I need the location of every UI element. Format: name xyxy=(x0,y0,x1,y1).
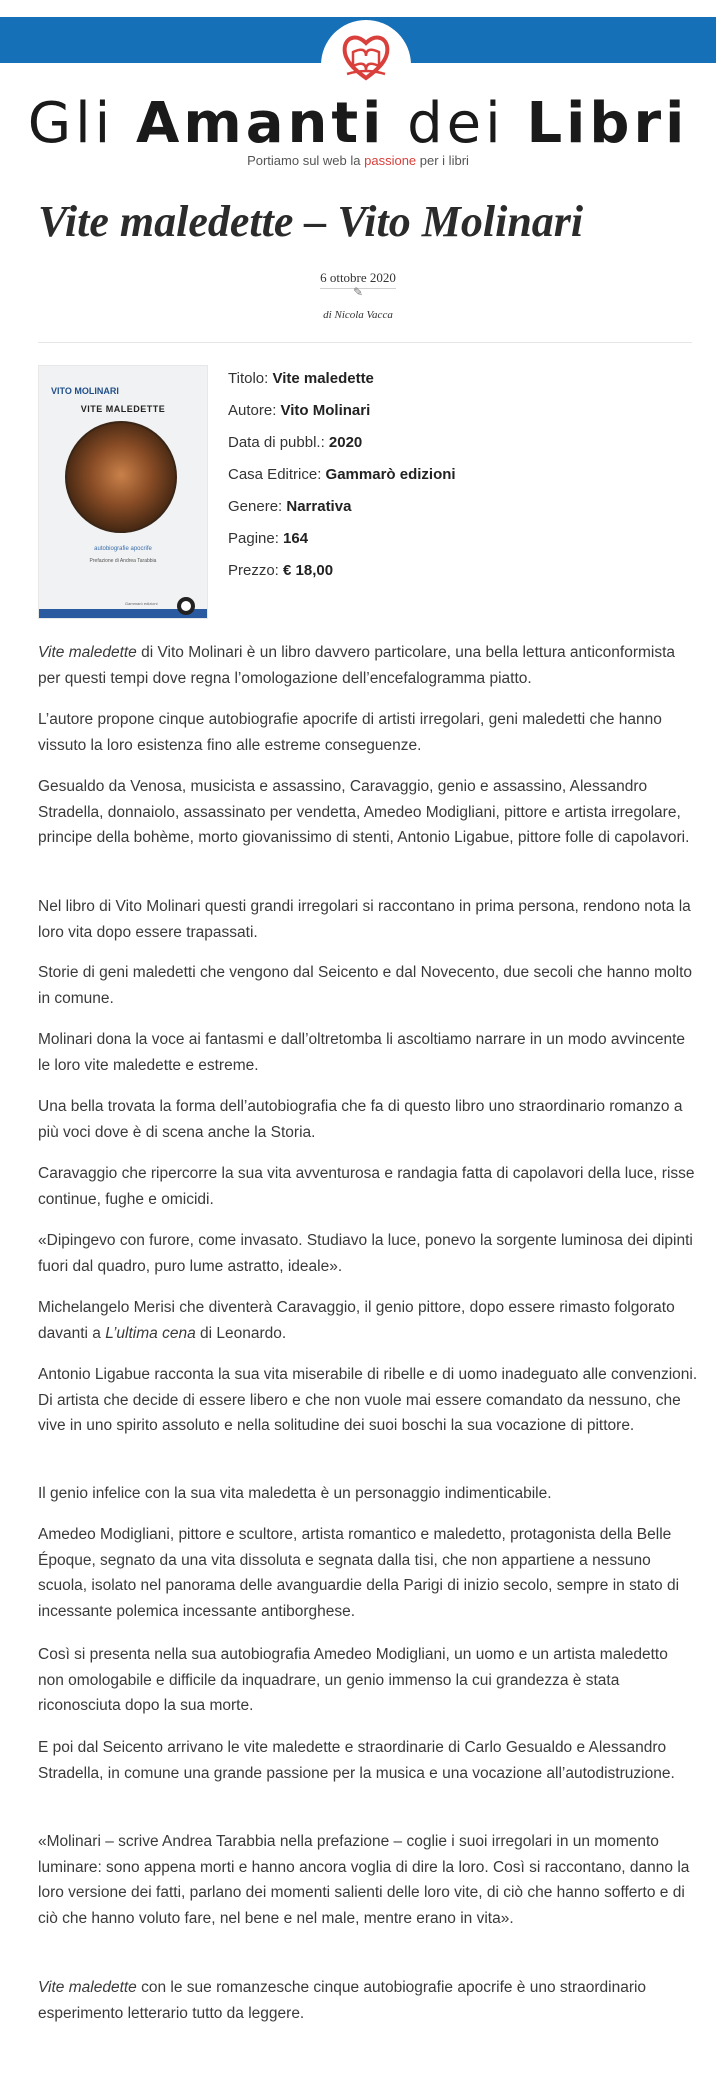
body-paragraph-14: Così si presenta nella sua autobiografia Amedeo Modigliani, un uomo e un artista maledetto non omologabile e difficile da inquadrare, un genio immenso la cui grandezza è stata riconosciuta dopo la sua morte. xyxy=(38,1646,668,1714)
paragraph-text: di Vito Molinari è un libro davvero particolare, una bella lettura anticonformista per questi tempi dove regna l’omologazione dell’encefalogramma piatto. xyxy=(38,644,676,687)
body-paragraph-4: Nel libro di Vito Molinari questi grandi irregolari si raccontano in prima persona, rendono nota la loro vita dopo essere trapassati. xyxy=(38,898,691,941)
cover-title: VITE MALEDETTE xyxy=(80,404,166,414)
detail-value: Vito Molinari xyxy=(280,402,371,419)
detail-value: 2020 xyxy=(328,434,363,451)
body-paragraph-17 xyxy=(38,1975,698,2026)
body-paragraph-5: Storie di geni maledetti che vengono dal Seicento e dal Novecento, due secoli che hanno molto in comune. xyxy=(38,964,693,1007)
body-paragraph-8: Caravaggio che ripercorre la sua vita avventurosa e randagia fatta di capolavori della luce, risse continue, fughe e omicidi. xyxy=(38,1165,695,1208)
site-tagline xyxy=(0,153,716,168)
body-paragraph-12: Il genio infelice con la sua vita maledetta è un personaggio indimenticabile. xyxy=(38,1485,552,1502)
publisher-logo-icon xyxy=(177,597,195,615)
detail-label: Genere: xyxy=(228,498,287,515)
detail-label: Casa Editrice: xyxy=(228,466,326,483)
detail-label: Titolo: xyxy=(228,370,273,387)
book-details xyxy=(228,368,456,592)
detail-publisher xyxy=(228,464,456,496)
cover-preface: Prefazione di Andrea Tarabbia xyxy=(89,558,157,564)
body-paragraph-10 xyxy=(38,1295,698,1346)
book-title-italic: Vite maledette xyxy=(38,1979,137,1996)
site-title[interactable] xyxy=(0,92,716,156)
site-title-part1: Gli xyxy=(27,91,137,156)
paragraph-text: con le sue romanzesche cinque autobiografie apocrife è uno straordinario esperimento letterario tutto da leggere. xyxy=(38,1979,647,2022)
detail-title xyxy=(228,368,456,400)
paragraph-text: di Leonardo. xyxy=(195,1324,287,1342)
cover-subtitle: autobiografie apocrife xyxy=(94,546,152,552)
body-paragraph-13: Amedeo Modigliani, pittore e scultore, artista romantico e maledetto, protagonista della Belle Époque, segnato da una vita dissoluta e segnata dalla tisi, che non appartiene a nessuno scuola, isolato nel panorama delle avanguardie della Parigi di inizio secolo, sempre in stato di incessante polemica incessante antiborghese. xyxy=(38,1526,680,1620)
detail-date xyxy=(228,432,456,464)
detail-genre xyxy=(228,496,456,528)
medusa-painting-icon xyxy=(65,421,177,533)
cover-publisher: Gammarò edizioni xyxy=(125,601,158,606)
cover-author: VITO MOLINARI xyxy=(51,386,119,396)
book-cover-image xyxy=(38,365,208,619)
post-date[interactable]: 6 ottobre 2020 xyxy=(320,270,396,285)
body-paragraph-1 xyxy=(38,640,698,691)
tagline-before: Portiamo sul web la xyxy=(247,153,365,168)
body-paragraph-16: «Molinari – scrive Andrea Tarabbia nella prefazione – coglie i suoi irregolari in un momento luminare: sono appena morti e hanno ancora voglia di dire la loro. Così si raccontano, danno la loro versione dei fatti, parlano dei momenti salienti delle loro vite, di ciò che hanno sofferto e di ciò che hanno voluto fare, nel bene e nel male, mentre erano in vita». xyxy=(38,1833,690,1927)
post-author[interactable]: di Nicola Vacca xyxy=(323,309,393,321)
body-paragraph-7: Una bella trovata la forma dell’autobiografia che fa di questo libro uno straordinario romanzo a più voci dove è di scena anche la Storia. xyxy=(38,1098,683,1141)
detail-pages xyxy=(228,528,456,560)
body-paragraph-11: Antonio Ligabue racconta la sua vita miserabile di ribelle e di uomo inadeguato alle convenzioni. Di artista che decide di essere libero e che non vuole mai essere comandato da nessuno, che vive in uno spirito assoluto e nella solitudine dei suoi boschi la sua vocazione di pittore. xyxy=(38,1366,698,1434)
detail-author xyxy=(228,400,456,432)
detail-price xyxy=(228,560,456,592)
detail-label: Prezzo: xyxy=(228,562,284,579)
tagline-after: per i libri xyxy=(416,153,469,168)
body-paragraph-3: Gesualdo da Venosa, musicista e assassino, Caravaggio, genio e assassino, Alessandro Stradella, donnaiolo, assassinato per vendetta, Amedeo Modigliani, pittore e artista irregolare, principe della bohème, morto giovanissimo di stenti, Antonio Ligabue, pittore folle di capolavori. xyxy=(38,778,690,846)
detail-value: Gammarò edizioni xyxy=(325,466,456,483)
detail-value: Vite maledette xyxy=(272,370,374,387)
book-title-italic: Vite maledette xyxy=(38,644,137,661)
artwork-title-italic: L’ultima cena xyxy=(105,1324,196,1342)
detail-label: Data di pubbl.: xyxy=(228,434,329,451)
detail-label: Autore: xyxy=(228,402,281,419)
site-title-part4: Libri xyxy=(526,91,689,156)
site-title-part3: dei xyxy=(385,91,527,156)
detail-value: € 18,00 xyxy=(283,562,334,579)
body-paragraph-2: L’autore propone cinque autobiografie apocrife di artisti irregolari, geni maledetti che hanno vissuto la loro esistenza fino alle estreme conseguenze. xyxy=(38,711,662,754)
detail-value: 164 xyxy=(283,530,309,547)
body-paragraph-15: E poi dal Seicento arrivano le vite maledette e straordinarie di Carlo Gesualdo e Alessandro Stradella, in comune una grande passione per la musica e una vocazione all’autodistruzione. xyxy=(38,1739,675,1782)
body-paragraph-9: «Dipingevo con furore, come invasato. Studiavo la luce, ponevo la sorgente luminosa dei dipinti fuori dal quadro, puro lume astratto, ideale». xyxy=(38,1232,693,1275)
post-title: Vite maledette – Vito Molinari xyxy=(38,197,584,246)
paragraph-text: Michelangelo Merisi che diventerà Caravaggio, il genio pittore, dopo essere rimasto folgorato davanti a xyxy=(38,1299,675,1342)
tagline-accent: passione xyxy=(364,153,417,168)
pencil-icon[interactable]: ✎ xyxy=(352,285,364,299)
header-divider xyxy=(38,342,692,343)
heart-book-icon xyxy=(339,30,393,86)
detail-value: Narrativa xyxy=(286,498,352,515)
detail-label: Pagine: xyxy=(228,530,284,547)
site-title-part2: Amanti xyxy=(136,91,386,156)
body-paragraph-6: Molinari dona la voce ai fantasmi e dall’oltretomba li ascoltiamo narrare in un modo avvincente le loro vite maledette e estreme. xyxy=(38,1031,686,1074)
